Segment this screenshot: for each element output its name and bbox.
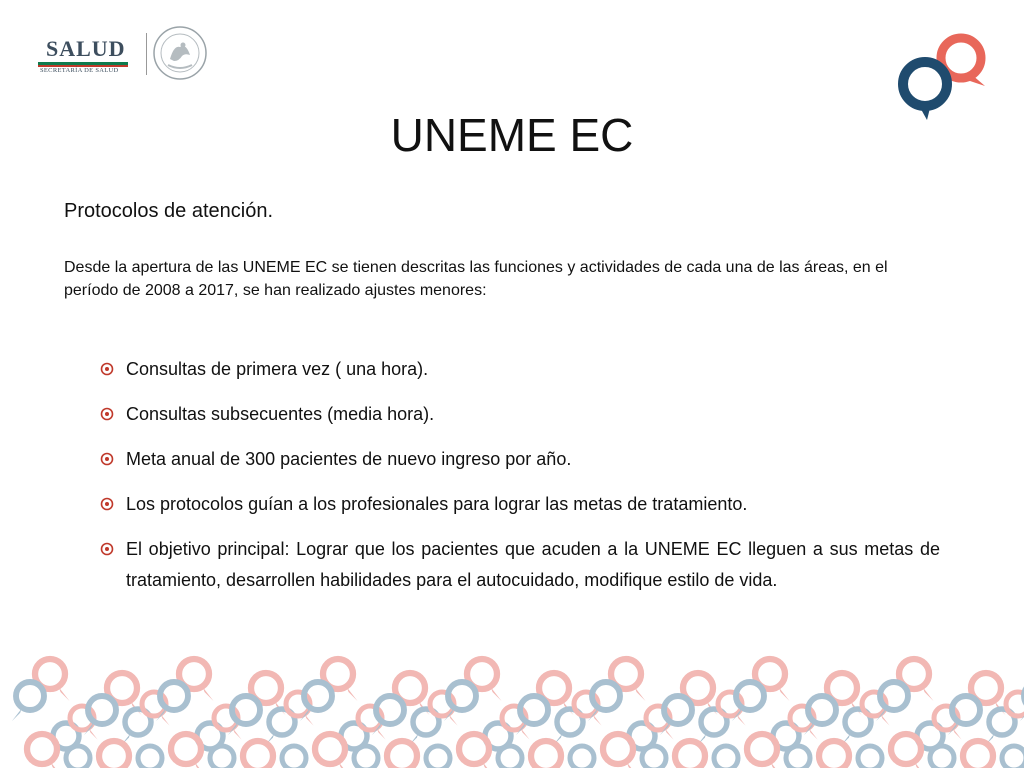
pattern-ring-icon: [566, 746, 594, 768]
intro-paragraph: Desde la apertura de las UNEME EC se tienen descritas las funciones y actividades de cada una de las áreas, en el período de 2008 a 2017, se han realizado ajustes menores:: [64, 259, 888, 299]
pattern-ring-icon: [755, 659, 790, 701]
pattern-ring-icon: [819, 741, 854, 768]
list-item: [100, 444, 940, 475]
salud-logo-tagline: SECRETARÍA DE SALUD: [40, 67, 119, 74]
pattern-ring-icon: [387, 741, 422, 768]
pattern-ring-icon: [27, 734, 62, 768]
pattern-ring-icon: [323, 659, 358, 701]
salud-logo-name: SALUD: [46, 36, 126, 61]
pattern-ring-icon: [99, 741, 134, 768]
pattern-ring-icon: [998, 746, 1024, 768]
pattern-ring-icon: [891, 734, 926, 768]
logo-divider: [146, 33, 147, 75]
list-item: [100, 354, 940, 385]
pattern-ring-icon: [710, 746, 738, 768]
pattern-ring-icon: [854, 746, 882, 768]
pattern-ring-icon: [660, 696, 692, 735]
pattern-ring-icon: [156, 682, 188, 721]
pattern-ring-icon: [516, 696, 548, 735]
pattern-ring-icon: [243, 741, 278, 768]
list-item: [100, 399, 940, 430]
list-item: [100, 489, 940, 520]
pattern-ring-icon: [638, 746, 666, 768]
pattern-ring-icon: [899, 659, 934, 701]
pattern-ring-icon: [315, 734, 350, 768]
pattern-ring-icon: [179, 659, 214, 701]
pattern-ring-icon: [963, 741, 998, 768]
pattern-ring-icon: [278, 746, 306, 768]
pattern-ring-icon: [12, 682, 44, 721]
pattern-ring-icon: [300, 682, 332, 721]
circled-dot-bullet-icon: [100, 542, 114, 556]
pattern-ring-icon: [747, 734, 782, 768]
decorative-ring-pattern: [0, 630, 1024, 768]
section-subtitle: Protocolos de atención.: [64, 200, 274, 222]
pattern-ring-icon: [926, 746, 954, 768]
pattern-ring-icon: [675, 741, 710, 768]
pattern-ring-icon: [531, 741, 566, 768]
bullet-list: [100, 354, 940, 610]
pattern-ring-icon: [467, 659, 502, 701]
list-item-text: Consultas subsecuentes (media hora).: [126, 404, 435, 424]
pattern-ring-icon: [804, 696, 836, 735]
pattern-ring-icon: [876, 682, 908, 721]
pattern-ring-icon: [422, 746, 450, 768]
pattern-ring-icon: [494, 746, 522, 768]
page-title: UNEME EC: [390, 109, 634, 161]
list-item-text: Los protocolos guían a los profesionales para lograr las metas de tratamiento.: [126, 494, 748, 514]
circled-dot-bullet-icon: [100, 407, 114, 421]
circled-dot-bullet-icon: [100, 452, 114, 466]
circled-dot-bullet-icon: [100, 497, 114, 511]
pattern-ring-icon: [171, 734, 206, 768]
pattern-ring-icon: [611, 659, 646, 701]
pattern-ring-icon: [588, 682, 620, 721]
list-item: [100, 534, 940, 596]
pattern-ring-icon: [84, 696, 116, 735]
pattern-ring-icon: [782, 746, 810, 768]
list-item-text: Consultas de primera vez ( una hora).: [126, 359, 429, 379]
pattern-ring-icon: [62, 746, 90, 768]
pattern-ring-icon: [372, 696, 404, 735]
pattern-ring-icon: [459, 734, 494, 768]
pattern-ring-icon: [35, 659, 70, 701]
list-item-text: Meta anual de 300 pacientes de nuevo ingreso por año.: [126, 449, 572, 469]
pattern-ring-icon: [350, 746, 378, 768]
pattern-ring-icon: [206, 746, 234, 768]
pattern-ring-icon: [948, 696, 980, 735]
pattern-ring-icon: [134, 746, 162, 768]
list-item-text: El objetivo principal: Lograr que los pacientes que acuden a la UNEME EC lleguen a sus metas de tratamiento, desarrollen habilidades para el autocuidado, modifique estilo de vida.: [126, 539, 940, 590]
pattern-ring-icon: [228, 696, 260, 735]
mexico-seal-icon: [152, 25, 208, 81]
circled-dot-bullet-icon: [100, 362, 114, 376]
salud-logo: [36, 36, 132, 74]
pattern-ring-icon: [732, 682, 764, 721]
pattern-ring-icon: [444, 682, 476, 721]
pattern-ring-icon: [603, 734, 638, 768]
